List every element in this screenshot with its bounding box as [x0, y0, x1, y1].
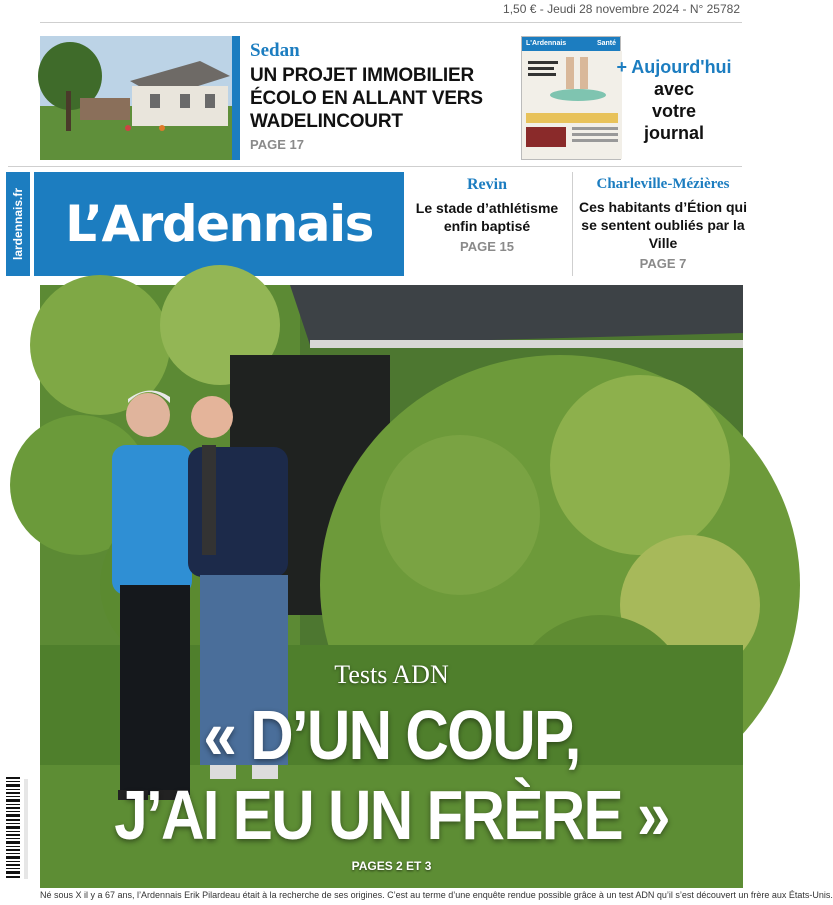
supplement-section: Santé [596, 40, 616, 47]
site-url[interactable]: lardennais.fr [11, 187, 25, 261]
brief-title[interactable]: Le stade d’athlétisme enfin baptisé [415, 200, 559, 234]
brief-kicker: Revin [467, 176, 507, 193]
brief-title[interactable]: Ces habitants d’Étion qui se sentent oubliés par la Ville [578, 199, 747, 251]
main-story-photo[interactable] [40, 285, 743, 888]
top-divider [40, 22, 742, 23]
supplement-line3: votre [651, 101, 696, 121]
brief-revin[interactable] [412, 176, 562, 254]
issue-line: 1,50 € - Jeudi 28 novembre 2024 - N° 25782 [503, 2, 740, 16]
supplement-cover-image [522, 51, 622, 159]
top-teaser[interactable] [250, 40, 510, 152]
brief-page: PAGE 7 [639, 256, 687, 271]
top-teaser-page: PAGE 17 [250, 137, 304, 152]
headline-line-1: « D’UN COUP, [203, 696, 580, 774]
supplement-cover[interactable] [521, 36, 621, 160]
brief-page: PAGE 15 [460, 239, 514, 254]
supplement-today: Aujourd'hui [631, 57, 732, 77]
supplement-brand: L'Ardennais [526, 40, 567, 47]
main-story-headline[interactable] [89, 695, 694, 855]
brief-charleville[interactable] [578, 176, 748, 271]
brief-kicker: Charleville-Mézières [596, 176, 730, 192]
headline-line-2: J’AI EU UN FRÈRE » [114, 776, 669, 854]
top-teaser-title[interactable]: UN PROJET IMMOBILIER ÉCOLO EN ALLANT VERS WADELINCOURT [250, 65, 483, 132]
main-story-pages: PAGES 2 ET 3 [351, 859, 432, 873]
main-story-kicker: Tests ADN [334, 660, 449, 689]
photo-caption: Né sous X il y a 67 ans, l’Ardennais Erik Pilardeau était à la recherche de ses origines. C’est au terme d’une enquête rendue possible grâce à un test ADN qu’il s’est découvert un frère aux États-Unis. [40, 890, 833, 900]
top-teaser-kicker: Sedan [250, 40, 300, 61]
supplement-line2: avec [653, 79, 695, 99]
plus-icon: + [616, 57, 627, 77]
teaser-accent-bar [232, 36, 240, 160]
brief-divider [572, 172, 573, 276]
masthead-logo[interactable] [34, 172, 404, 276]
teaser-photo-house[interactable] [40, 36, 232, 160]
supplement-promo[interactable] [614, 56, 734, 144]
barcode-image [4, 775, 34, 883]
masthead-divider [8, 166, 742, 167]
site-url-band[interactable] [6, 172, 30, 276]
supplement-line4: journal [643, 123, 704, 143]
logo-text: L’Ardennais [65, 195, 373, 253]
